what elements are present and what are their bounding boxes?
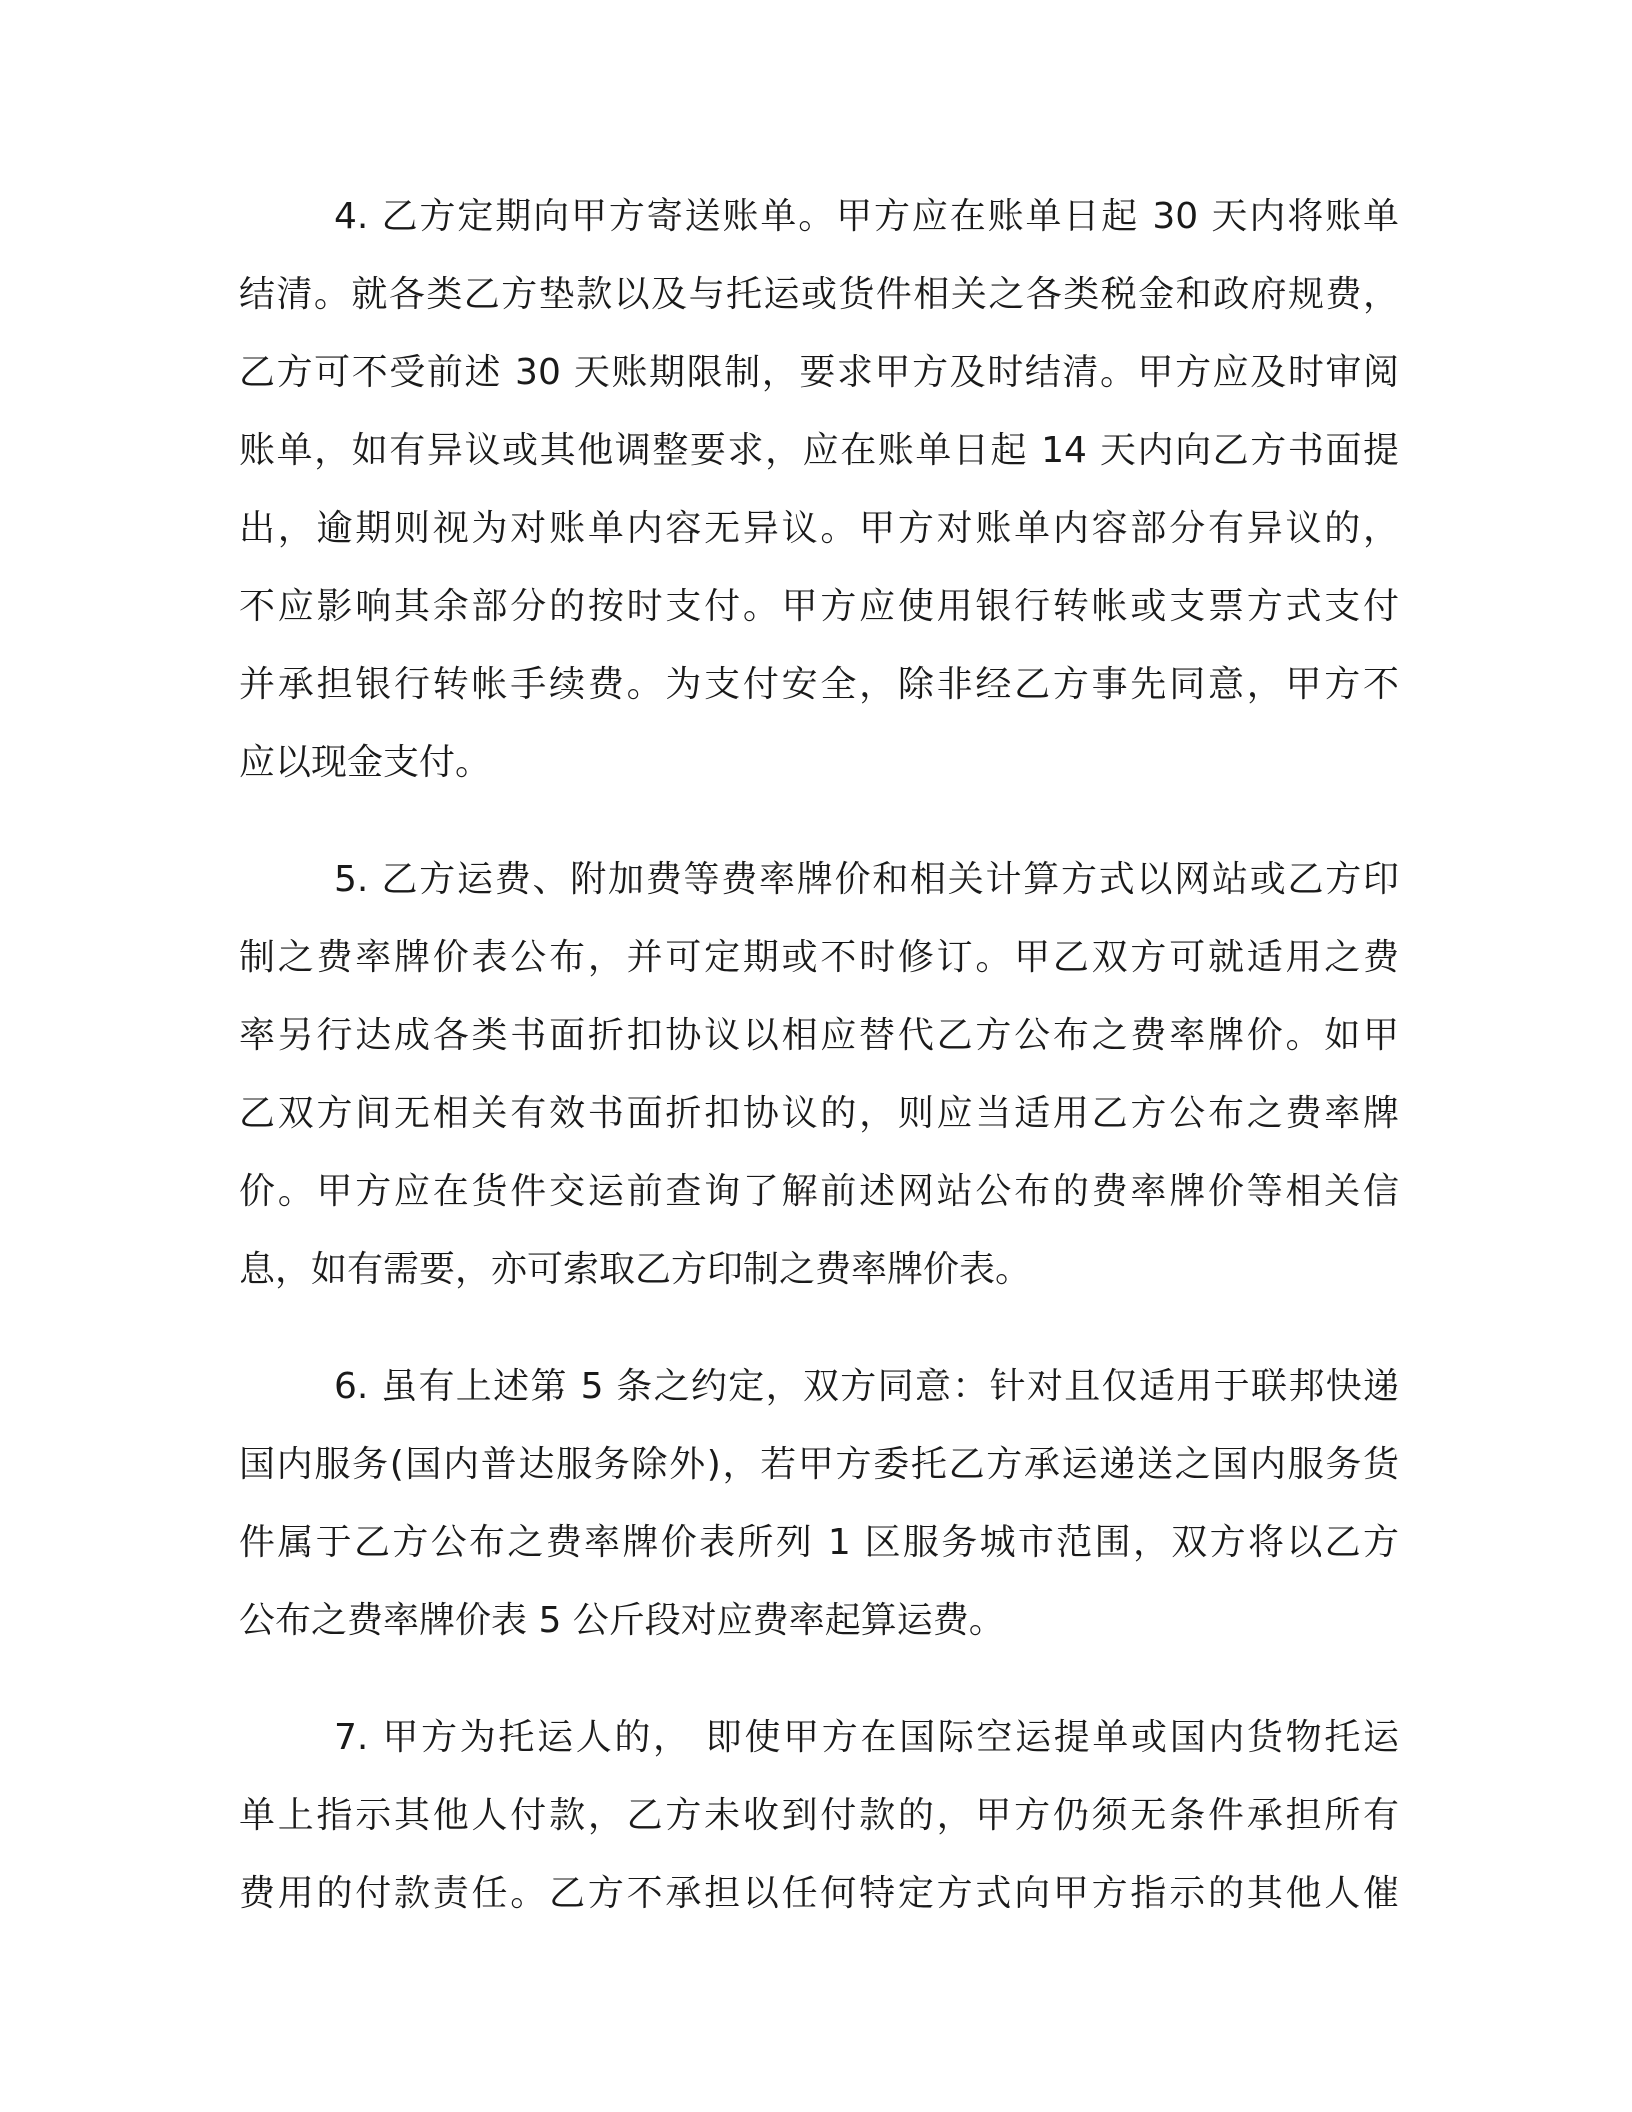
paragraph-line: 6. 虽有上述第 5 条之约定，双方同意：针对且仅适用于联邦快递 bbox=[334, 1366, 1399, 1407]
paragraph-line: 制之费率牌价表公布，并可定期或不时修订。甲乙双方可就适用之费 bbox=[239, 937, 1399, 978]
clause-5 bbox=[239, 848, 1399, 1316]
paragraph-line: 息，如有需要，亦可索取乙方印制之费率牌价表。 bbox=[239, 1249, 1032, 1290]
clause-7 bbox=[239, 1706, 1399, 1940]
paragraph-line: 乙双方间无相关有效书面折扣协议的，则应当适用乙方公布之费率牌 bbox=[239, 1093, 1399, 1134]
paragraph-line: 费用的付款责任。乙方不承担以任何特定方式向甲方指示的其他人催 bbox=[239, 1873, 1399, 1914]
paragraph-line: 5. 乙方运费、附加费等费率牌价和相关计算方式以网站或乙方印 bbox=[334, 859, 1399, 900]
paragraph-line: 并承担银行转帐手续费。为支付安全，除非经乙方事先同意，甲方不 bbox=[239, 664, 1399, 705]
paragraph-line: 单上指示其他人付款，乙方未收到付款的，甲方仍须无条件承担所有 bbox=[239, 1795, 1399, 1836]
paragraph-line: 账单，如有异议或其他调整要求，应在账单日起 14 天内向乙方书面提 bbox=[239, 430, 1399, 471]
clause-6 bbox=[239, 1355, 1399, 1667]
paragraph-line: 公布之费率牌价表 5 公斤段对应费率起算运费。 bbox=[239, 1600, 1005, 1641]
paragraph-line: 价。甲方应在货件交运前查询了解前述网站公布的费率牌价等相关信 bbox=[239, 1171, 1399, 1212]
paragraph-line: 乙方可不受前述 30 天账期限制，要求甲方及时结清。甲方应及时审阅 bbox=[239, 352, 1399, 393]
paragraph-line: 不应影响其余部分的按时支付。甲方应使用银行转帐或支票方式支付 bbox=[239, 586, 1399, 627]
document-body bbox=[239, 185, 1399, 1940]
paragraph-line: 7. 甲方为托运人的， 即使甲方在国际空运提单或国内货物托运 bbox=[334, 1717, 1399, 1758]
paragraph-line: 结清。就各类乙方垫款以及与托运或货件相关之各类税金和政府规费， bbox=[239, 274, 1399, 315]
paragraph-line: 应以现金支付。 bbox=[239, 742, 492, 783]
paragraph-line: 出，逾期则视为对账单内容无异议。甲方对账单内容部分有异议的， bbox=[239, 508, 1399, 549]
paragraph-line: 件属于乙方公布之费率牌价表所列 1 区服务城市范围，双方将以乙方 bbox=[239, 1522, 1399, 1563]
paragraph-line: 4. 乙方定期向甲方寄送账单。甲方应在账单日起 30 天内将账单 bbox=[334, 196, 1399, 237]
paragraph-line: 国内服务(国内普达服务除外)，若甲方委托乙方承运递送之国内服务货 bbox=[239, 1444, 1399, 1485]
paragraph-line: 率另行达成各类书面折扣协议以相应替代乙方公布之费率牌价。如甲 bbox=[239, 1015, 1399, 1056]
clause-4 bbox=[239, 185, 1399, 809]
